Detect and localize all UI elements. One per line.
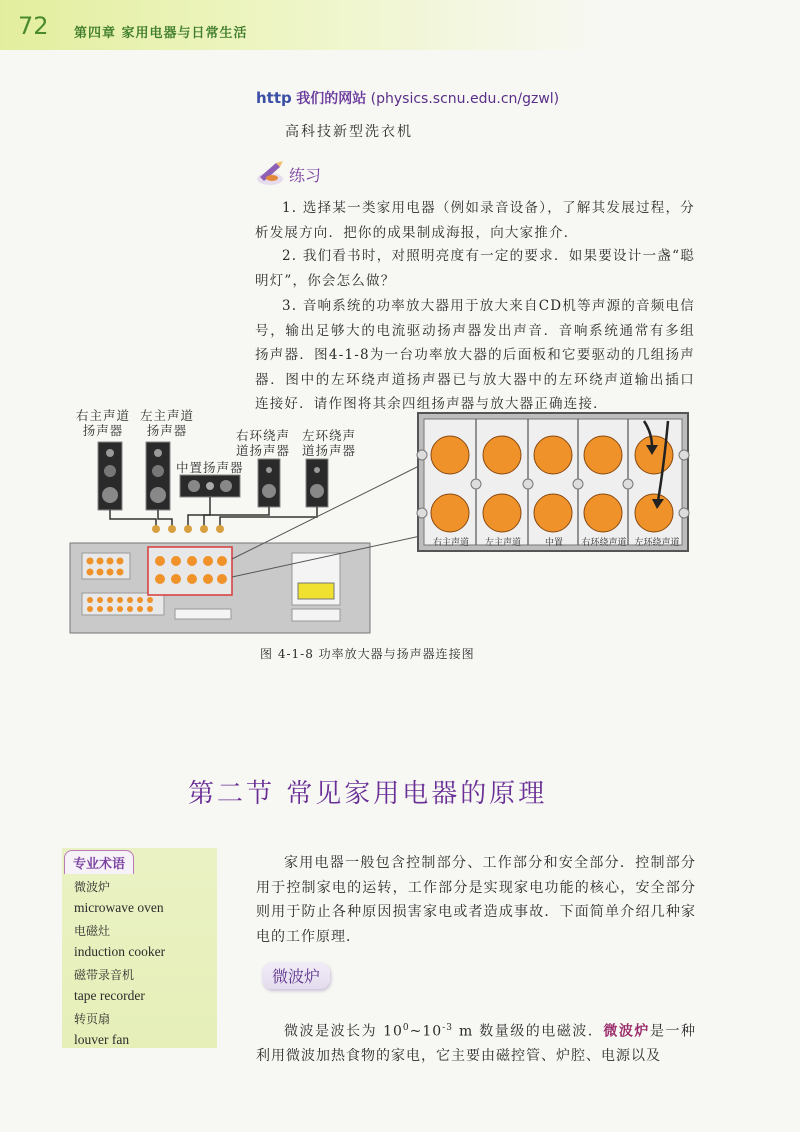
panel-label-left-main: 左主声道	[484, 538, 521, 548]
glossary-zh-1: 微波炉	[74, 880, 111, 894]
website-subtitle: 高科技新型洗衣机	[285, 124, 413, 140]
website-url[interactable]: (physics.scnu.edu.cn/gzwl)	[370, 91, 560, 107]
practice-heading	[256, 155, 336, 191]
figure-caption: 图 4-1-8 功率放大器与扬声器连接图	[260, 647, 475, 661]
glossary-title: 专业术语	[64, 850, 134, 874]
page-number: 72	[18, 12, 49, 40]
exercise-1: 1. 选择某一类家用电器（例如录音设备），了解其发展过程，分析发展方向．把你的成果制成海报，向大家推介．	[255, 200, 695, 241]
glossary-en-3: tape recorder	[74, 988, 145, 1003]
panel-label-center: 中置	[544, 538, 563, 548]
micro-text-c: m 数量级的电磁波．	[452, 1023, 604, 1040]
intro-paragraph: 家用电器一般包含控制部分、工作部分和安全部分．控制部分用于控制家电的运转，工作部分是实现家电功能的核心，安全部分则用于防止各种原因损害家电或者造成事故．下面简单介绍几种家电的工作原理．	[256, 855, 696, 945]
label-left-surround-speaker: 左环绕声 道扬声器	[302, 428, 357, 458]
enlarged-terminal-panel	[417, 413, 689, 551]
right-surround-speaker	[258, 459, 280, 507]
website-line	[256, 88, 559, 108]
micro-exp-2: -3	[442, 1023, 453, 1033]
label-left-main-speaker: 左主声道 扬声器	[140, 408, 195, 438]
practice-title: 练习	[289, 166, 322, 185]
panel-labels	[425, 535, 685, 548]
glossary-en-1: microwave oven	[74, 900, 164, 915]
http-logo: http	[256, 89, 292, 107]
glossary-en-2: induction cooker	[74, 944, 166, 959]
right-main-speaker	[98, 442, 122, 510]
amplifier-diagram	[60, 395, 710, 640]
micro-text-b: ~10	[409, 1023, 443, 1040]
label-right-surround-speaker: 右环绕声 道扬声器	[236, 428, 291, 458]
label-right-main-speaker: 右主声道 扬声器	[76, 408, 131, 438]
subheading-microwave: 微波炉	[262, 962, 330, 989]
microwave-paragraph	[256, 1016, 696, 1069]
exercise-2: 2. 我们看书时，对照明亮度有一定的要求．如果要设计一盏“聪明灯”，你会怎么做？	[255, 248, 695, 289]
pencil-book-icon	[256, 157, 286, 187]
micro-text-d: 是一种利用微波加热食物的家电，它主要由磁控管、炉腔、电源以及	[256, 1023, 697, 1065]
center-speaker	[180, 475, 240, 497]
glossary-zh-4: 转页扇	[74, 1012, 111, 1026]
glossary-en-4: louver fan	[74, 1032, 130, 1047]
panel-label-right-main: 右主声道	[432, 538, 469, 548]
section-title: 第二节 常见家用电器的原理	[188, 779, 548, 809]
label-center-speaker: 中置扬声器	[176, 460, 244, 475]
micro-text-a: 微波是波长为 10	[284, 1023, 403, 1040]
panel-label-right-surround: 右环绕声道	[581, 538, 627, 548]
panel-label-left-surround: 左环绕声道	[634, 538, 680, 548]
glossary-zh-2: 电磁灶	[74, 924, 111, 938]
left-main-speaker	[146, 442, 170, 510]
micro-term: 微波炉	[603, 1023, 650, 1040]
chapter-title: 第四章 家用电器与日常生活	[74, 26, 248, 41]
left-surround-speaker	[306, 459, 328, 507]
website-label: 我们的网站	[296, 91, 367, 107]
glossary-zh-3: 磁带录音机	[74, 968, 135, 982]
exercise-3: 3. 音响系统的功率放大器用于放大来自CD机等声源的音频电信号，输出足够大的电流驱动扬声器发出声音．音响系统通常有多组扬声器．图4-1-8为一台功率放大器的后面板和它要驱动的几组扬声器．图中的左环绕声道扬声器已与放大器中的左环绕声道输出插口连接好．请作图将其余四组扬声器与放大器正确连接．	[255, 298, 695, 412]
micro-exp-1: 0	[402, 1023, 410, 1033]
